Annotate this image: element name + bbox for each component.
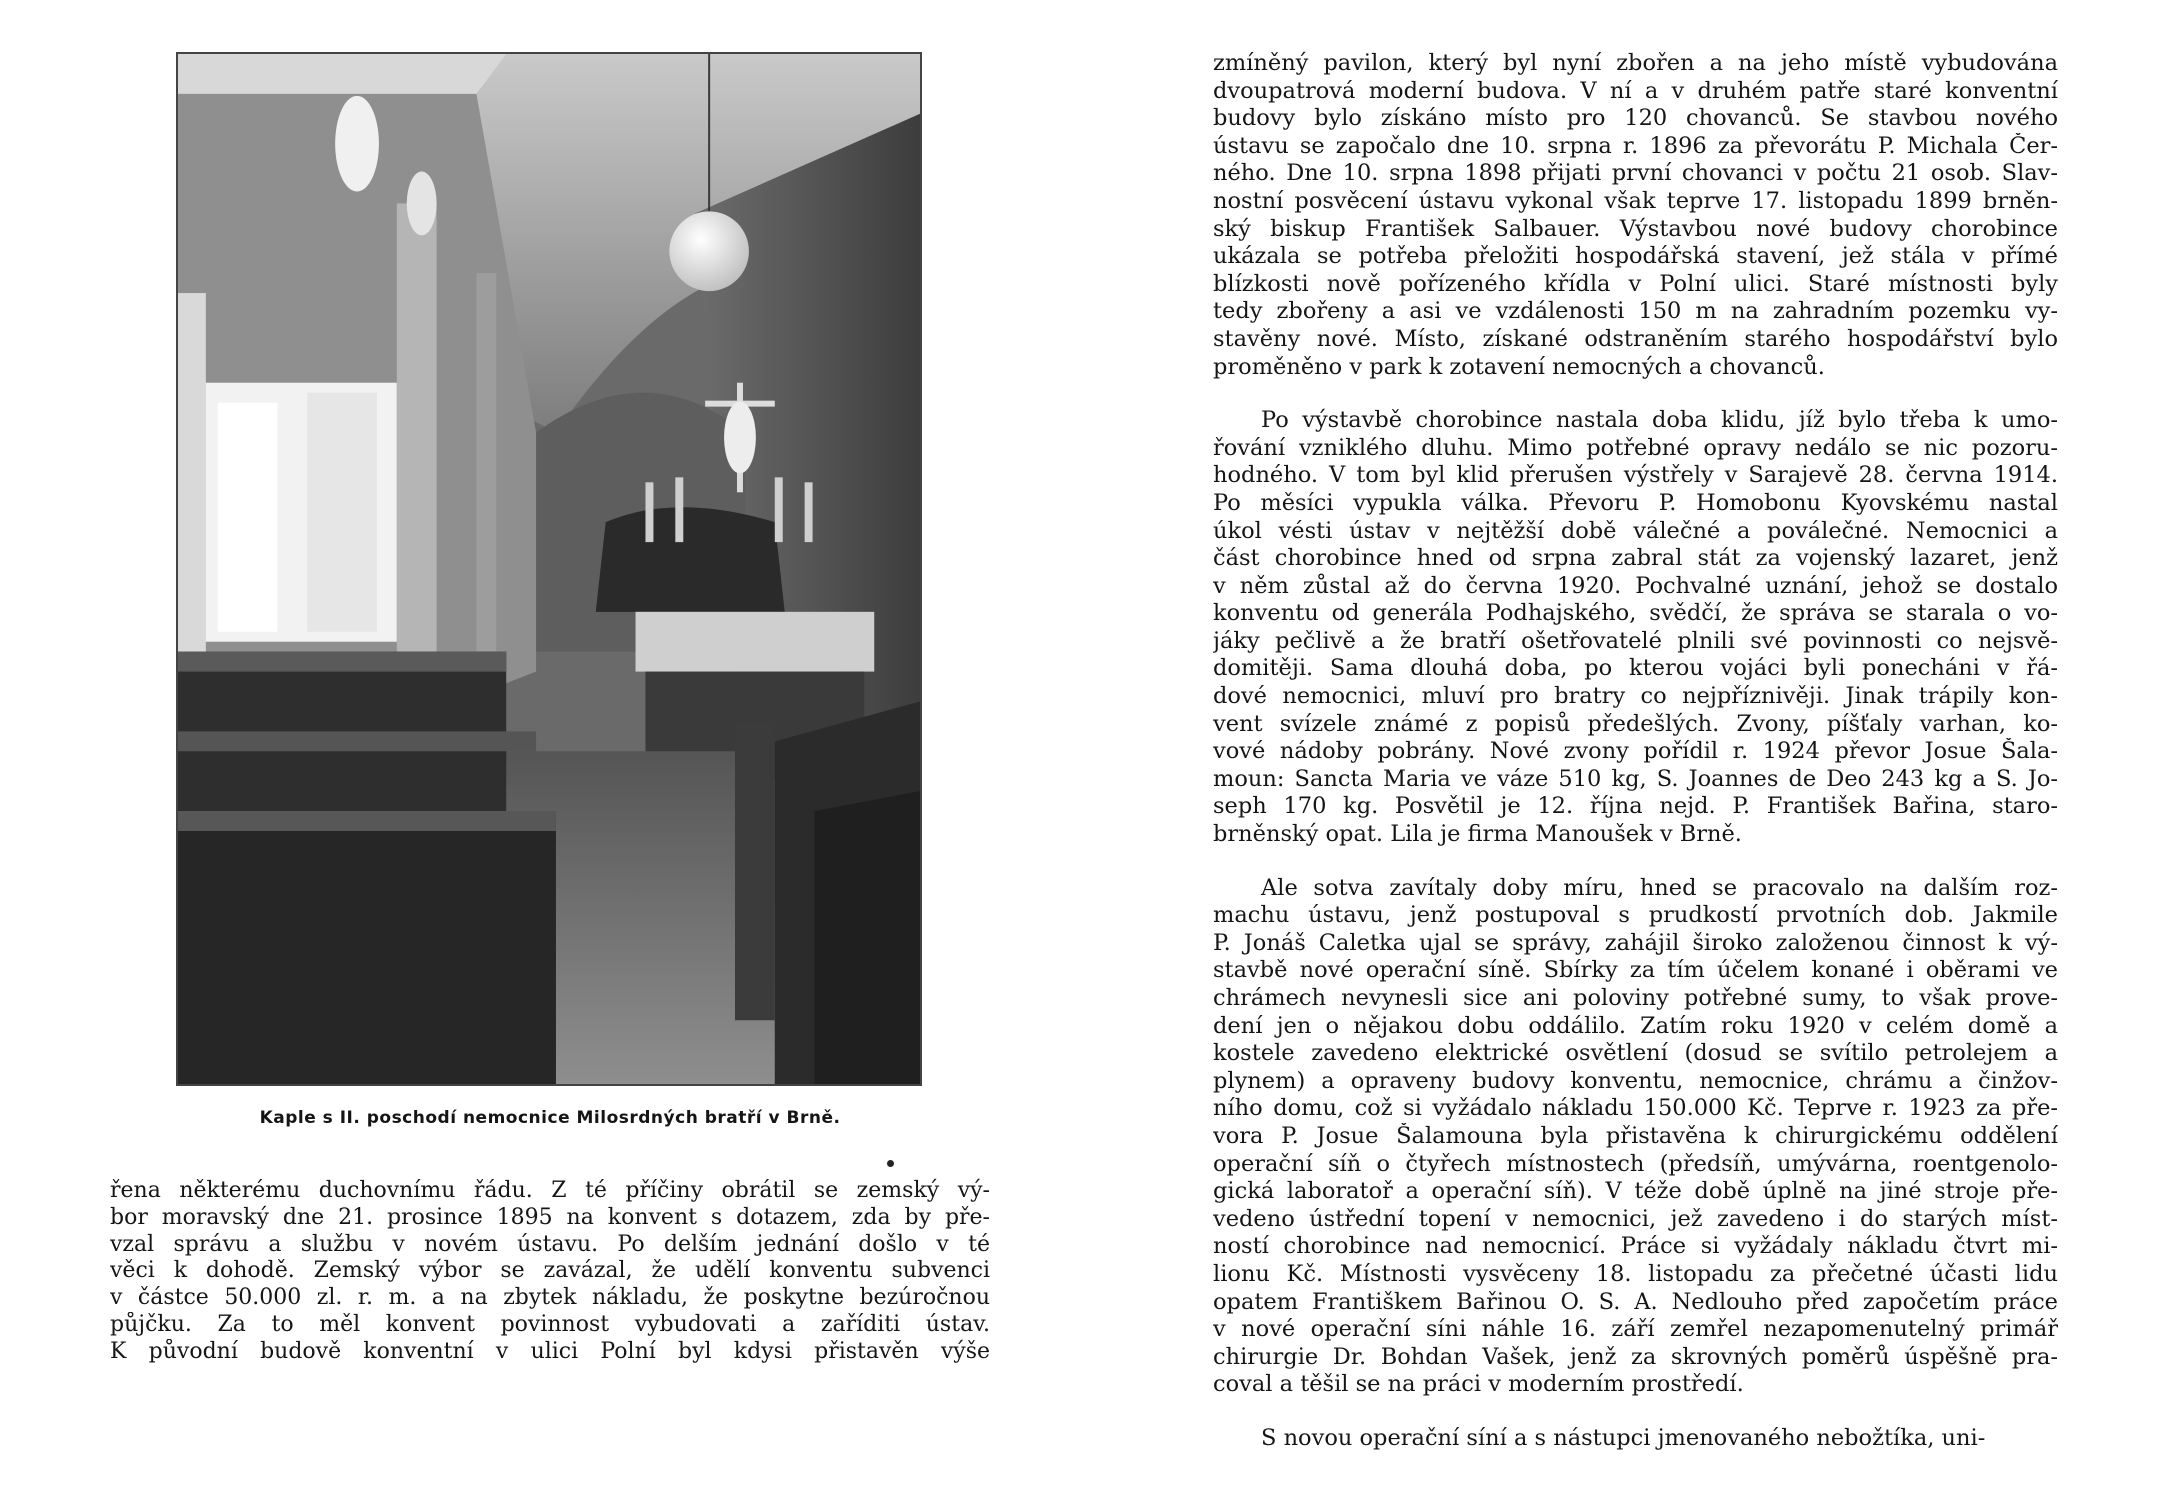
text-line: úkol vésti ústav v nejtěžší době válečné a poválečné. Nemocnici a bbox=[1213, 517, 2058, 544]
text-line: P. Jonáš Caletka ujal se správy, zahájil široko založenou činnost k vý- bbox=[1213, 929, 2058, 956]
chapel-interior-image bbox=[178, 54, 920, 1084]
text-line: ností chorobince nad nemocnicí. Práce si vyžádaly nákladu čtvrt mi- bbox=[1213, 1233, 2058, 1260]
text-line: v něm zůstal až do června 1920. Pochvalné uznání, jehož se dostalo bbox=[1213, 572, 2058, 599]
text-line: kostele zavedeno elektrické osvětlení (dosud se svítilo petrolejem a bbox=[1213, 1040, 2058, 1067]
text-line: nostní posvěcení ústavu vykonal však teprve 17. listopadu 1899 brněn- bbox=[1213, 187, 2058, 214]
left-column-text bbox=[110, 1178, 990, 1366]
text-line: opatem Františkem Bařinou O. S. A. Nedlouho před započetím práce bbox=[1213, 1288, 2058, 1315]
text-line: proměněno v park k zotavení nemocných a chovanců. bbox=[1213, 353, 1825, 380]
text-line: plynem) a opraveny budovy konventu, nemocnice, chrámu a činžov- bbox=[1213, 1067, 2058, 1094]
text-line: machu ústavu, jenž postupoval s prudkostí prvotních dob. Jakmile bbox=[1213, 902, 2058, 929]
text-line: konventu od generála Podhajského, svědčí, že správa se starala o vo- bbox=[1213, 600, 2058, 627]
photo-caption: Kaple s II. poschodí nemocnice Milosrdných bratří v Brně. bbox=[259, 1108, 841, 1128]
text-line: stavbě nové operační síně. Sbírky za tím účelem konané i oběrami ve bbox=[1213, 957, 2058, 984]
text-line: řování vzniklého dluhu. Mimo potřebné opravy nedálo se nic pozoru- bbox=[1213, 434, 2058, 461]
text-line: blízkosti nově pořízeného křídla v Polní ulici. Staré místnosti byly bbox=[1213, 270, 2058, 297]
text-line: dení jen o nějakou dobu oddálilo. Zatím roku 1920 v celém domě a bbox=[1213, 1012, 2058, 1039]
text-line: hodného. V tom byl klid přerušen výstřely v Sarajevě 28. června 1914. bbox=[1213, 462, 2058, 489]
text-line: půjčku. Za to měl konvent povinnost vybudovati a zaříditi ústav. bbox=[110, 1311, 990, 1337]
text-line: domitěji. Sama dlouhá doba, po kterou vojáci byli ponecháni v řá- bbox=[1213, 655, 2058, 682]
text-line: zmíněný pavilon, který byl nyní zbořen a na jeho místě vybudována bbox=[1213, 50, 2058, 76]
text-line: v nové operační síni náhle 16. září zemřel nezapomenutelný primář bbox=[1213, 1316, 2058, 1343]
right-column-text bbox=[1213, 50, 2058, 1453]
text-line: vzal správu a službu v novém ústavu. Po delším jednání došlo v té bbox=[110, 1231, 990, 1257]
text-line: gická laboratoř a operační síň). V téže době úplně na jiné stroje pře- bbox=[1213, 1178, 2058, 1205]
text-line: S novou operační síní a s nástupci jmenovaného nebožtíka, uni- bbox=[1261, 1424, 1986, 1451]
paragraph bbox=[1213, 407, 2058, 849]
text-line: chirurgie Dr. Bohdan Vašek, jenž za skrovných poměrů úspěšně pra- bbox=[1213, 1343, 2058, 1370]
text-line: operační síň o čtyřech místnostech (předsíň, umývárna, roentgenolo- bbox=[1213, 1150, 2058, 1177]
text-line: vora P. Josue Šalamouna byla přistavěna k chirurgickému oddělení bbox=[1213, 1122, 2058, 1149]
text-line: vové nádoby pobrány. Nové zvony pořídil r. 1924 převor Josue Šala- bbox=[1213, 738, 2058, 765]
text-line: část chorobince hned od srpna zabral stát za vojenský lazaret, jenž bbox=[1213, 545, 2058, 572]
text-line: vent svízele známé z popisů předešlých. Zvony, píšťaly varhan, ko- bbox=[1213, 710, 2058, 737]
text-line: ukázala se potřeba přeložiti hospodářská stavení, jež stála v přímé bbox=[1213, 243, 2058, 270]
text-line: ního domu, což si vyžádalo nákladu 150.000 Kč. Teprve r. 1923 za pře- bbox=[1213, 1095, 2058, 1122]
paragraph bbox=[1213, 1425, 2058, 1453]
text-line: dové nemocnici, mluví pro bratry co nejpříznivěji. Jinak trápily kon- bbox=[1213, 683, 2058, 710]
text-line: Po výstavbě chorobince nastala doba klidu, jíž bylo třeba k umo- bbox=[1261, 407, 2058, 434]
text-line: stavěny nové. Místo, získané odstraněním starého hospodářství bylo bbox=[1213, 325, 2058, 352]
text-line: Po měsíci vypukla válka. Převoru P. Homobonu Kyovskému nastal bbox=[1213, 489, 2058, 516]
text-line: ústavu se započalo dne 10. srpna r. 1896 za převorátu P. Michala Čer- bbox=[1213, 132, 2058, 159]
text-line: chrámech nevynesli sice ani poloviny potřebné sumy, to však prove- bbox=[1213, 985, 2058, 1011]
text-line: Ale sotva zavítaly doby míru, hned se pracovalo na dalším roz- bbox=[1261, 874, 2058, 901]
text-line: dvoupatrová moderní budova. V ní a v druhém patře staré konventní bbox=[1213, 77, 2058, 104]
text-line: lionu Kč. Místnosti vysvěceny 18. listopadu za přečetné účasti lidu bbox=[1213, 1260, 2058, 1287]
text-line: budovy bylo získáno místo pro 120 chovanců. Se stavbou nového bbox=[1213, 105, 2058, 132]
paragraph-gap bbox=[1213, 1399, 2058, 1425]
text-line: v částce 50.000 zl. r. m. a na zbytek nákladu, že poskytne bezúročnou bbox=[110, 1285, 990, 1311]
paragraph-gap bbox=[1213, 381, 2058, 407]
text-line: jáky pečlivě a že bratří ošetřovatelé plnili své povinnosti co nejsvě- bbox=[1213, 627, 2058, 654]
chapel-photograph bbox=[176, 52, 922, 1086]
right-page bbox=[1083, 0, 2166, 1500]
text-line: tedy zbořeny a asi ve vzdálenosti 150 m na zahradním pozemku vy- bbox=[1213, 298, 2058, 325]
text-line: coval a těšil se na práci v moderním prostředí. bbox=[1213, 1371, 1744, 1398]
text-line: ský biskup František Salbauer. Výstavbou nové budovy chorobince bbox=[1213, 215, 2058, 242]
paragraph-gap bbox=[1213, 849, 2058, 875]
text-line: seph 170 kg. Posvětil je 12. října nejd. P. František Bařina, staro- bbox=[1213, 793, 2058, 820]
text-line: ného. Dne 10. srpna 1898 přijati první chovanci v počtu 21 osob. Slav- bbox=[1213, 160, 2058, 187]
text-line: moun: Sancta Maria ve váze 510 kg, S. Joannes de Deo 243 kg a S. Jo- bbox=[1213, 765, 2058, 792]
text-line: K původní budově konventní v ulici Polní byl kdysi přistavěn výše bbox=[110, 1338, 990, 1364]
text-line: vedeno ústřední topení v nemocnici, jež zavedeno i do starých míst- bbox=[1213, 1205, 2058, 1232]
text-line: věci k dohodě. Zemský výbor se zavázal, že udělí konventu subvenci bbox=[110, 1258, 990, 1284]
paragraph bbox=[1213, 50, 2058, 381]
ink-dot bbox=[887, 1160, 894, 1167]
text-line: brněnský opat. Lila je firma Manoušek v Brně. bbox=[1213, 821, 1742, 848]
text-line: bor moravský dne 21. prosince 1895 na konvent s dotazem, zda by pře- bbox=[110, 1204, 990, 1230]
text-line: řena některému duchovnímu řádu. Z té příčiny obrátil se zemský vý- bbox=[110, 1178, 990, 1203]
paragraph bbox=[1213, 875, 2058, 1399]
